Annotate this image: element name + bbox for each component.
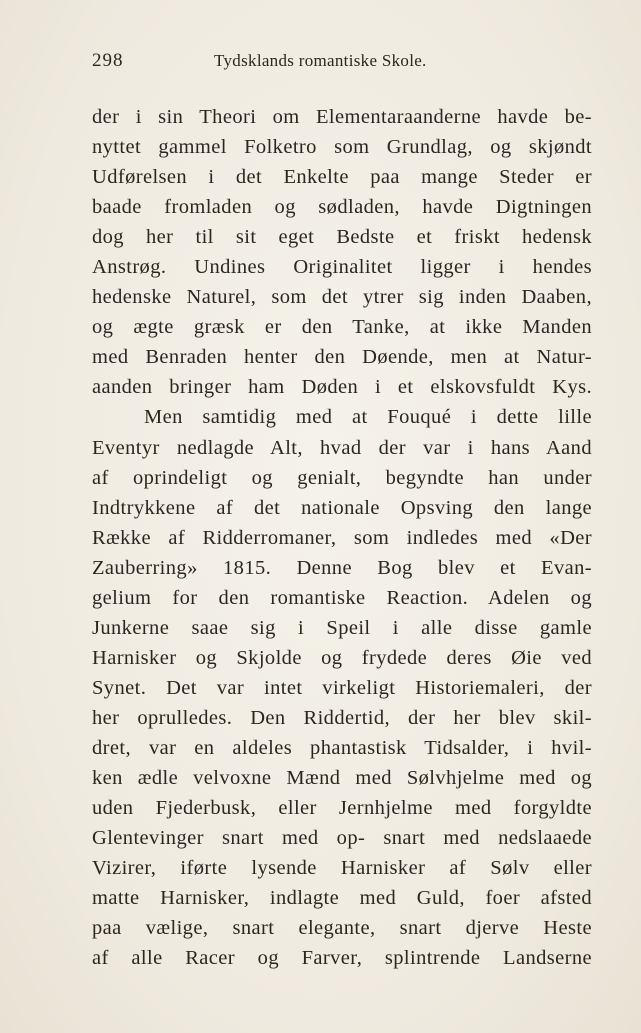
text-line: Harnisker og Skjolde og frydede deres Øie ved <box>92 646 592 669</box>
text-line: ken ædle velvoxne Mænd med Sølvhjelme med og <box>92 767 592 790</box>
text-line: af alle Racer og Farver, splintrende Landserne <box>92 947 592 970</box>
text-line: af oprindeligt og genialt, begyndte han under <box>92 466 592 489</box>
text-line: dret, var en aldeles phantastisk Tidsalder, i hvil- <box>92 736 592 759</box>
text-line: uden Fjederbusk, eller Jernhjelme med forgyldte <box>92 797 592 820</box>
body-text <box>92 102 592 973</box>
text-line: dog her til sit eget Bedste et friskt hedensk <box>92 226 592 249</box>
text-line: gelium for den romantiske Reaction. Adelen og <box>92 586 592 609</box>
text-line: Junkerne saae sig i Speil i alle disse gamle <box>92 616 592 639</box>
text-line: aanden bringer ham Døden i et elskovsfuldt Kys. <box>92 376 592 399</box>
text-line: baade fromladen og sødladen, havde Digtningen <box>92 196 592 219</box>
text-line: paa vælige, snart elegante, snart djerve Heste <box>92 917 592 940</box>
text-line: der i sin Theori om Elementaraanderne havde be- <box>92 106 592 128</box>
page-number: 298 <box>92 50 124 71</box>
text-line: Zauberring» 1815. Denne Bog blev et Evan- <box>92 556 592 579</box>
text-line-paragraph-start: Men samtidig med at Fouqué i dette lille <box>144 406 592 429</box>
text-line: Række af Ridderromaner, som indledes med «Der <box>92 526 592 549</box>
text-line: hedenske Naturel, som det ytrer sig inden Daaben, <box>92 286 592 309</box>
text-line: Glentevinger snart med op- snart med nedslaaede <box>92 827 592 850</box>
text-line: matte Harnisker, indlagte med Guld, foer afsted <box>92 887 592 910</box>
text-line: Synet. Det var intet virkeligt Historiemaleri, der <box>92 676 592 699</box>
text-line: Indtrykkene af det nationale Opsving den lange <box>92 496 592 519</box>
text-line: Anstrøg. Undines Originalitet ligger i hendes <box>92 256 592 279</box>
running-title: Tydsklands romantiske Skole. <box>214 51 427 70</box>
text-line: Udførelsen i det Enkelte paa mange Steder er <box>92 166 592 189</box>
text-line: nyttet gammel Folketro som Grundlag, og skjøndt <box>92 136 592 159</box>
text-line: her oprulledes. Den Riddertid, der her blev skil- <box>92 706 592 729</box>
text-line: Eventyr nedlagde Alt, hvad der var i hans Aand <box>92 436 592 459</box>
text-line: og ægte græsk er den Tanke, at ikke Manden <box>92 316 592 339</box>
text-line: Vizirer, iførte lysende Harnisker af Sølv eller <box>92 857 592 880</box>
page-header <box>92 50 592 74</box>
text-line: med Benraden henter den Døende, men at Natur- <box>92 346 592 369</box>
